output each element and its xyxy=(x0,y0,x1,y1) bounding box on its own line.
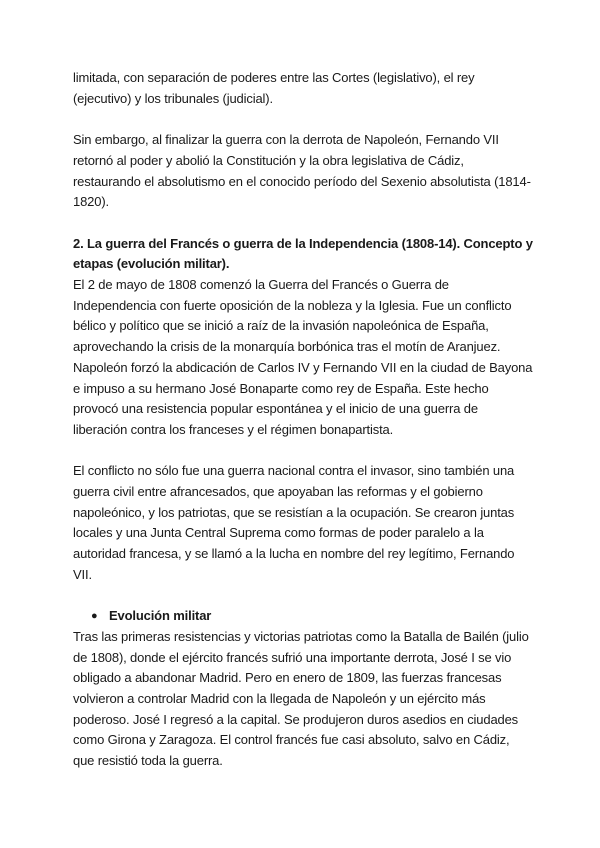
paragraph-spacer xyxy=(73,213,533,234)
paragraph-concept: El 2 de mayo de 1808 comenzó la Guerra del Francés o Guerra de Independencia con fuerte oposición de la nobleza y la Iglesia. Fue un conflicto bélico y político que se inició a raíz de la invasión napoleónica de España, aprovechando la crisis de la monarquía borbónica tras el motín de Aranjuez. Napoleón forzó la abdicación de Carlos IV y Fernando VII en la ciudad de Bayona e impuso a su hermano José Bonaparte como rey de España. Este hecho provocó una resistencia popular espontánea y el inicio de una guerra de liberación contra los franceses y el régimen bonapartista. xyxy=(73,277,533,437)
paragraph-intro-end: limitada, con separación de poderes entre las Cortes (legislativo), el rey (ejecutivo) y los tribunales (judicial). xyxy=(73,70,475,106)
bullet-item-military xyxy=(73,606,533,627)
bullet-heading: Evolución militar xyxy=(109,608,212,624)
bullet-dot-icon: ● xyxy=(91,610,98,623)
paragraph-military: Tras las primeras resistencias y victorias patriotas como la Batalla de Bailén (julio de 1808), donde el ejército francés sufrió una importante derrota, José I se vio obligado a abandonar Madrid. Pero en enero de 1809, las fuerzas francesas volvieron a controlar Madrid con la llegada de Napoleón y un ejército más poderoso. José I regresó a la capital. Se produjeron duros asedios en ciudades como Girona y Zaragoza. El control francés fue casi absoluto, salvo en Cádiz, que resistió toda la guerra. xyxy=(73,628,529,769)
paragraph-spacer xyxy=(73,109,533,130)
section-heading: 2. La guerra del Francés o guerra de la Independencia (1808-14). Concepto y etapas (evolución militar). xyxy=(73,235,533,272)
page-body xyxy=(73,68,533,772)
paragraph-spacer xyxy=(73,441,533,462)
paragraph-spacer xyxy=(73,586,533,607)
paragraph-restoration: Sin embargo, al finalizar la guerra con la derrota de Napoleón, Fernando VII retornó al poder y abolió la Constitución y la obra legislativa de Cádiz, restaurando el absolutismo en el conocido período del Sexenio absolutista (1814-1820). xyxy=(73,132,531,210)
paragraph-civil-war: El conflicto no sólo fue una guerra nacional contra el invasor, sino también una guerra civil entre afrancesados, que apoyaban las reformas y el gobierno napoleónico, y los patriotas, que se resistían a la ocupación. Se crearon juntas locales y una Junta Central Suprema como formas de poder paralelo a la autoridad francesa, y se llamó a la lucha en nombre del rey legítimo, Fernando VII. xyxy=(73,463,515,582)
